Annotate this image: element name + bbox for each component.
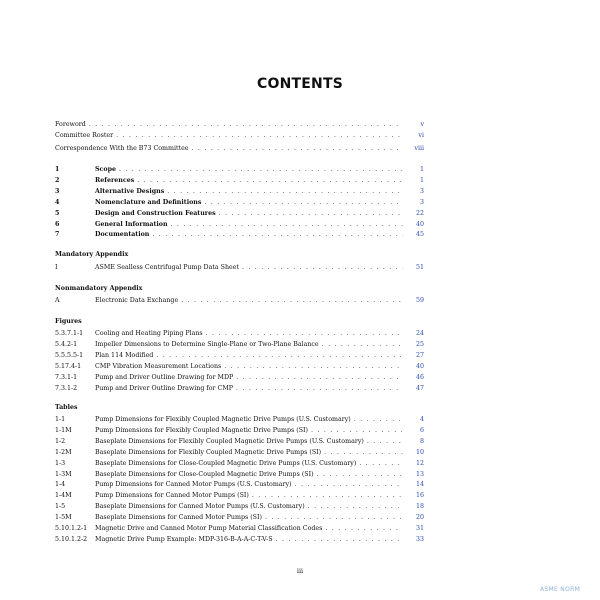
toc-entry-number: 1-2 (55, 437, 66, 445)
dot-leader (367, 436, 403, 447)
toc-entry-number: 5.10.1.2-1 (55, 525, 88, 532)
toc-entry-title: Baseplate Dimensions for Canned Motor Pumps (SI) (95, 514, 262, 522)
toc-entry-number: 1-5M (55, 514, 72, 522)
toc-entry[interactable] (55, 350, 424, 361)
toc-entry[interactable] (55, 501, 424, 512)
toc-entry-page: 12 (415, 459, 424, 467)
toc-entry-page: 25 (415, 340, 424, 348)
toc-entry[interactable] (55, 130, 424, 141)
toc-entry-number: 5.3.7.1-1 (55, 330, 84, 337)
toc-entry-number: 1-4 (55, 481, 66, 489)
toc-entry-title: Cooling and Heating Piping Plans (95, 330, 203, 337)
toc-entry-number: 6 (55, 220, 60, 228)
dot-leader (224, 361, 403, 372)
toc-entry-number: 1-2M (55, 448, 72, 456)
toc-entry-page: 18 (415, 503, 424, 511)
toc-entry[interactable] (55, 458, 424, 469)
dot-leader (308, 501, 403, 512)
dot-leader (119, 164, 403, 175)
toc-entry-page: 33 (415, 535, 424, 543)
toc-entry[interactable] (55, 436, 424, 447)
toc-entry[interactable] (55, 512, 424, 523)
toc-entry-title: Correspondence With the B73 Committee (55, 145, 189, 152)
toc-entry-page: 16 (415, 492, 424, 500)
toc-entry[interactable] (55, 186, 424, 197)
toc-entry-number: 5 (55, 209, 60, 217)
toc-entry-page: 22 (415, 209, 424, 217)
toc-entry[interactable] (55, 469, 424, 480)
toc-entry-title: Baseplate Dimensions for Close-Coupled Magnetic Drive Pumps (SI) (95, 470, 314, 478)
dot-leader (219, 208, 403, 219)
toc-entry-page: 20 (415, 514, 424, 522)
toc-entry[interactable] (55, 295, 424, 306)
toc-entry-title: Foreword (55, 121, 86, 128)
dot-leader (206, 328, 403, 339)
toc-entry[interactable] (55, 208, 424, 219)
section-heading: Tables (55, 404, 78, 411)
toc-entry-title: General Information (95, 220, 168, 228)
toc-entry-title: Pump and Driver Outline Drawing for MDP (95, 373, 234, 381)
dot-leader (181, 295, 403, 306)
toc-entry-number: 7 (55, 231, 60, 239)
toc-entry-page: 4 (419, 416, 424, 423)
toc-entry[interactable] (55, 328, 424, 339)
toc-entry[interactable] (55, 523, 424, 534)
toc-entry-page: 27 (415, 351, 424, 359)
toc-entry-title: Baseplate Dimensions for Close-Coupled Magnetic Drive Pumps (U.S. Customary) (95, 459, 357, 467)
toc-entry[interactable] (55, 534, 424, 545)
toc-entry-number: I (55, 264, 58, 271)
toc-entry-number: 1-5 (55, 503, 66, 511)
dot-leader (295, 479, 403, 490)
section-heading: Nonmandatory Appendix (55, 285, 143, 292)
toc-entry-page: 3 (419, 198, 424, 206)
toc-entry-number: 5.5.5.5-1 (55, 351, 84, 359)
toc-entry-page: 8 (419, 437, 424, 445)
toc-entry[interactable] (55, 197, 424, 208)
dot-leader (137, 175, 403, 186)
toc-entry-page: 10 (415, 448, 424, 456)
toc-entry[interactable] (55, 164, 424, 175)
toc-entry-title: Nomenclature and Definitions (95, 198, 202, 206)
toc-entry-title: ASME Sealless Centrifugal Pump Data Sheet (95, 264, 239, 271)
toc-entry[interactable] (55, 490, 424, 501)
toc-entry-title: References (95, 176, 135, 184)
dot-leader (324, 447, 403, 458)
dot-leader (89, 119, 403, 130)
toc-entry-page: 40 (415, 220, 424, 228)
toc-entry[interactable] (55, 175, 424, 186)
toc-entry[interactable] (55, 479, 424, 490)
watermark-logo: ASME NORM (540, 586, 581, 593)
dot-leader (359, 458, 403, 469)
toc-entry-page: 31 (415, 525, 424, 532)
dot-leader (236, 383, 403, 394)
toc-entry[interactable] (55, 119, 424, 130)
toc-entry-title: Committee Roster (55, 132, 114, 139)
toc-entry-title: Pump Dimensions for Canned Motor Pumps (U.S. Customary) (95, 481, 292, 489)
toc-entry-title: Alternative Designs (95, 187, 165, 195)
toc-entry-page: 24 (415, 330, 424, 337)
toc-entry-number: 1-4M (55, 492, 72, 500)
toc-entry-title: Documentation (95, 231, 150, 239)
toc-entry[interactable] (55, 372, 424, 383)
dot-leader (265, 512, 403, 523)
dot-leader (242, 262, 403, 273)
toc-entry-page: 47 (415, 384, 424, 392)
page-title: CONTENTS (257, 76, 343, 92)
dot-leader (311, 425, 403, 436)
toc-entry[interactable] (55, 447, 424, 458)
toc-entry-title: Scope (95, 166, 116, 173)
toc-entry[interactable] (55, 229, 424, 240)
toc-entry[interactable] (55, 414, 424, 425)
toc-entry-page: 1 (419, 176, 424, 184)
toc-entry[interactable] (55, 383, 424, 394)
toc-entry-number: 1-3 (55, 459, 66, 467)
toc-entry-title: Electronic Data Exchange (95, 297, 179, 304)
dot-leader (192, 143, 403, 154)
dot-leader (325, 523, 403, 534)
toc-entry-number: 7.3.1-1 (55, 373, 78, 381)
toc-entry-number: 1-1M (55, 426, 72, 434)
dot-leader (276, 534, 403, 545)
toc-entry[interactable] (55, 361, 424, 372)
dot-leader (236, 372, 403, 383)
dot-leader (252, 490, 403, 501)
toc-entry-page: 59 (415, 297, 424, 304)
toc-entry[interactable] (55, 339, 424, 350)
toc-entry-page: 13 (415, 470, 424, 478)
dot-leader (167, 186, 403, 197)
toc-entry-page: 1 (419, 166, 424, 173)
dot-leader (354, 414, 403, 425)
dot-leader (171, 219, 403, 230)
toc-entry-title: Baseplate Dimensions for Canned Motor Pumps (U.S. Customary) (95, 503, 305, 511)
dot-leader (322, 339, 403, 350)
toc-entry-title: Pump and Driver Outline Drawing for CMP (95, 384, 234, 392)
toc-entry-title: Baseplate Dimensions for Flexibly Coupled Magnetic Drive Pumps (SI) (95, 448, 322, 456)
toc-entry-page: 14 (415, 481, 424, 489)
toc-entry-page: vi (418, 132, 424, 139)
toc-entry-page: viii (414, 145, 424, 152)
toc-entry-number: 5.4.2-1 (55, 340, 78, 348)
section-heading: Figures (55, 318, 82, 325)
toc-entry-title: Pump Dimensions for Flexibly Coupled Magnetic Drive Pumps (SI) (95, 426, 309, 434)
toc-entry-title: Baseplate Dimensions for Flexibly Coupled Magnetic Drive Pumps (U.S. Customary) (95, 437, 364, 445)
toc-entry-page: 46 (415, 373, 424, 381)
toc-entry-number: 4 (55, 198, 60, 206)
toc-entry-number: 2 (55, 176, 60, 184)
toc-entry-title: Impeller Dimensions to Determine Single-Plane or Two-Plane Balance (95, 340, 319, 348)
toc-entry-title: Magnetic Drive Pump Example: MDP-316-B-A-A-C-T-V-S (95, 535, 273, 543)
toc-entry-title: CMP Vibration Measurement Locations (95, 362, 222, 370)
dot-leader (317, 469, 403, 480)
section-heading: Mandatory Appendix (55, 251, 129, 258)
toc-entry[interactable] (55, 143, 424, 154)
toc-entry-number: 1-3M (55, 470, 72, 478)
toc-entry[interactable] (55, 262, 424, 273)
toc-entry-number: 5.10.1.2-2 (55, 535, 88, 543)
toc-entry[interactable] (55, 219, 424, 230)
dot-leader (152, 229, 403, 240)
toc-entry-title: Magnetic Drive and Canned Motor Pump Material Classification Codes (95, 525, 323, 532)
toc-entry-page: 51 (415, 264, 424, 271)
toc-entry-page: 3 (419, 187, 424, 195)
toc-entry-number: A (55, 297, 60, 304)
dot-leader (116, 130, 403, 141)
toc-entry-number: 1-1 (55, 416, 66, 423)
toc-entry-page: v (420, 121, 424, 128)
toc-entry-page: 45 (415, 231, 424, 239)
toc-entry-title: Design and Construction Features (95, 209, 216, 217)
toc-entry-title: Pump Dimensions for Canned Motor Pumps (SI) (95, 492, 249, 500)
dot-leader (156, 350, 403, 361)
toc-entry-title: Plan 114 Modified (95, 351, 154, 359)
toc-entry-number: 5.17.4-1 (55, 362, 82, 370)
toc-entry-number: 7.3.1-2 (55, 384, 78, 392)
toc-entry[interactable] (55, 425, 424, 436)
toc-entry-number: 3 (55, 187, 60, 195)
toc-entry-number: 1 (55, 166, 60, 173)
toc-entry-page: 40 (415, 362, 424, 370)
page-number: iii (296, 567, 304, 575)
toc-entry-page: 6 (419, 426, 424, 434)
dot-leader (204, 197, 403, 208)
toc-entry-title: Pump Dimensions for Flexibly Coupled Magnetic Drive Pumps (U.S. Customary) (95, 416, 351, 423)
